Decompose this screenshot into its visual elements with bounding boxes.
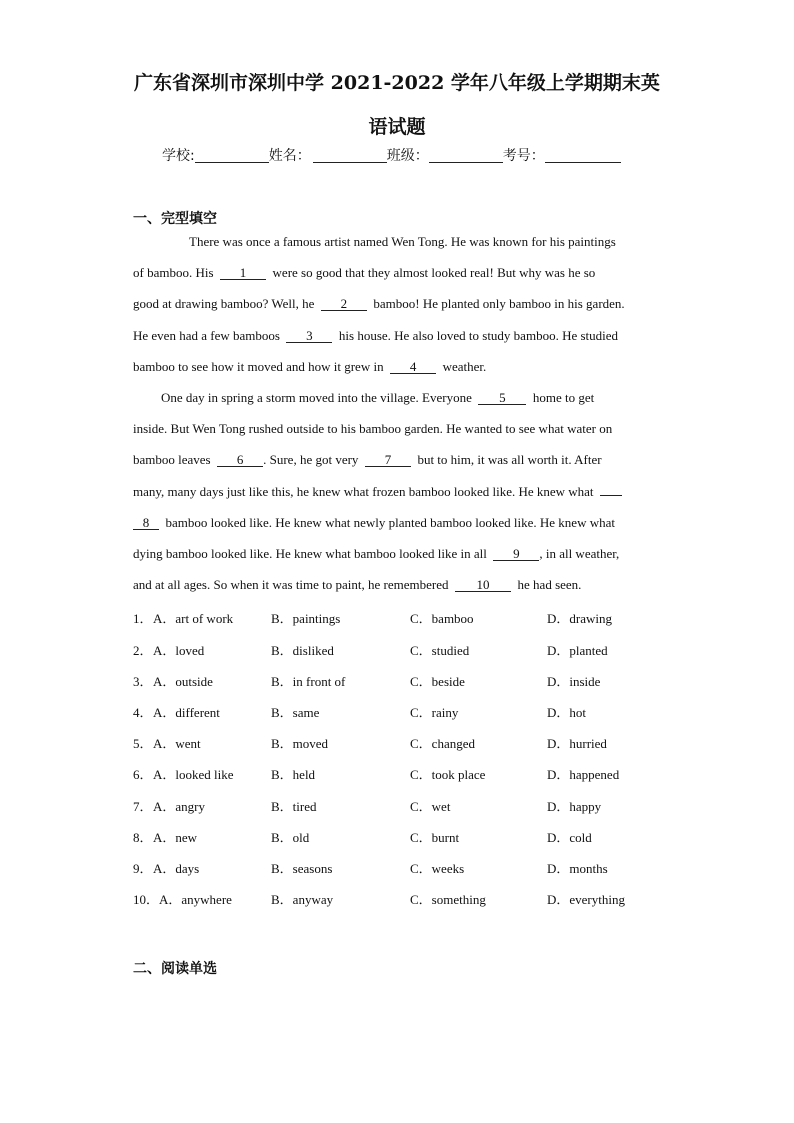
blank-5: 5 bbox=[478, 391, 526, 405]
section-heading-cloze: 一、完型填空 bbox=[133, 211, 217, 227]
option-c[interactable]: C．burnt bbox=[410, 830, 460, 845]
question-number: 2． bbox=[133, 643, 153, 658]
question-options bbox=[133, 608, 693, 626]
option-a[interactable]: A．art of work bbox=[153, 611, 234, 626]
question-number: 10． bbox=[133, 892, 160, 907]
option-c[interactable]: C．changed bbox=[410, 736, 475, 751]
passage-text: good at drawing bamboo? Well, he bbox=[133, 296, 315, 311]
passage-line bbox=[133, 515, 668, 531]
option-b[interactable]: B．moved bbox=[271, 736, 329, 751]
passage-line bbox=[133, 484, 668, 500]
option-b[interactable]: B．in front of bbox=[271, 674, 346, 689]
passage-text: his house. He also loved to study bamboo. He studied bbox=[338, 328, 619, 343]
option-d[interactable]: D．happened bbox=[547, 767, 620, 782]
question-options bbox=[133, 858, 693, 876]
passage-line: There was once a famous artist named Wen Tong. He was known for his paintings bbox=[189, 234, 616, 249]
student-info-row bbox=[162, 145, 621, 165]
option-c[interactable]: C．rainy bbox=[410, 705, 459, 720]
question-number: 8． bbox=[133, 830, 153, 845]
passage-text: home to get bbox=[532, 390, 595, 405]
passage-text: bamboo to see how it moved and how it grew in bbox=[133, 359, 384, 374]
question-options bbox=[133, 764, 693, 782]
blank-4: 4 bbox=[390, 360, 436, 374]
option-a[interactable]: A．loved bbox=[153, 643, 205, 658]
option-c[interactable]: C．weeks bbox=[410, 861, 465, 876]
exam-number-blank[interactable] bbox=[545, 148, 621, 163]
option-a[interactable]: A．looked like bbox=[153, 767, 234, 782]
question-number: 1． bbox=[133, 611, 153, 626]
option-c[interactable]: C．took place bbox=[410, 767, 486, 782]
option-b[interactable]: B．held bbox=[271, 767, 316, 782]
option-a[interactable]: A．outside bbox=[153, 674, 213, 689]
question-number: 3． bbox=[133, 674, 153, 689]
blank-2: 2 bbox=[321, 297, 367, 311]
question-number: 9． bbox=[133, 861, 153, 876]
passage-text: bamboo! He planted only bamboo in his garden. bbox=[373, 296, 625, 311]
question-options bbox=[133, 733, 693, 751]
option-b[interactable]: B．anyway bbox=[271, 892, 334, 907]
passage-line bbox=[133, 546, 668, 562]
blank-7: 7 bbox=[365, 453, 411, 467]
passage-text: of bamboo. His bbox=[133, 265, 214, 280]
passage-text: One day in spring a storm moved into the village. Everyone bbox=[161, 390, 472, 405]
blank-10: 10 bbox=[455, 578, 511, 592]
passage-line bbox=[133, 452, 668, 468]
question-options bbox=[133, 640, 693, 658]
blank-3: 3 bbox=[286, 329, 332, 343]
option-a[interactable]: A．anywhere bbox=[159, 892, 232, 907]
passage-text: bamboo looked like. He knew what newly planted bamboo looked like. He knew what bbox=[165, 515, 615, 530]
option-b[interactable]: B．same bbox=[271, 705, 320, 720]
option-d[interactable]: D．drawing bbox=[547, 611, 612, 626]
option-a[interactable]: A．different bbox=[153, 705, 220, 720]
option-d[interactable]: D．months bbox=[547, 861, 608, 876]
passage-line bbox=[133, 296, 668, 312]
blank-6: 6 bbox=[217, 453, 263, 467]
option-c[interactable]: C．studied bbox=[410, 643, 470, 658]
class-blank[interactable] bbox=[429, 148, 503, 163]
passage-text: many, many days just like this, he knew what frozen bamboo looked like. He knew what bbox=[133, 484, 594, 499]
option-d[interactable]: D．cold bbox=[547, 830, 592, 845]
page-title: 广东省深圳市深圳中学 2021-2022 学年八年级上学期期末英 bbox=[134, 72, 660, 94]
passage-text: , in all weather, bbox=[539, 546, 620, 561]
option-c[interactable]: C．bamboo bbox=[410, 611, 474, 626]
name-label: 姓名： bbox=[268, 148, 311, 164]
option-d[interactable]: D．everything bbox=[547, 892, 625, 907]
question-options bbox=[133, 671, 693, 689]
option-d[interactable]: D．hot bbox=[547, 705, 587, 720]
question-number: 4． bbox=[133, 705, 153, 720]
school-label: 学校: bbox=[162, 148, 195, 164]
passage-text: dying bamboo looked like. He knew what bamboo looked like in all bbox=[133, 546, 487, 561]
option-a[interactable]: A．days bbox=[153, 861, 200, 876]
option-d[interactable]: D．inside bbox=[547, 674, 601, 689]
passage-line: inside. But Wen Tong rushed outside to his bamboo garden. He wanted to see what water on bbox=[133, 421, 613, 436]
page-title-continued: 语试题 bbox=[368, 116, 426, 138]
option-a[interactable]: A．new bbox=[153, 830, 198, 845]
option-a[interactable]: A．angry bbox=[153, 799, 205, 814]
option-b[interactable]: B．tired bbox=[271, 799, 317, 814]
option-c[interactable]: C．wet bbox=[410, 799, 451, 814]
passage-text: . Sure, he got very bbox=[263, 452, 359, 467]
passage-text: he had seen. bbox=[517, 577, 582, 592]
option-d[interactable]: D．planted bbox=[547, 643, 608, 658]
question-number: 5． bbox=[133, 736, 153, 751]
option-c[interactable]: C．something bbox=[410, 892, 486, 907]
option-a[interactable]: A．went bbox=[153, 736, 201, 751]
passage-text: but to him, it was all worth it. After bbox=[417, 452, 602, 467]
option-b[interactable]: B．disliked bbox=[271, 643, 334, 658]
passage-line bbox=[133, 328, 668, 344]
passage-text: were so good that they almost looked real! But why was he so bbox=[272, 265, 596, 280]
option-b[interactable]: B．old bbox=[271, 830, 310, 845]
blank-8: 8 bbox=[133, 516, 159, 530]
question-number: 6． bbox=[133, 767, 153, 782]
option-b[interactable]: B．seasons bbox=[271, 861, 333, 876]
option-d[interactable]: D．happy bbox=[547, 799, 602, 814]
school-blank[interactable] bbox=[195, 148, 269, 163]
passage-line bbox=[133, 577, 668, 593]
option-d[interactable]: D．hurried bbox=[547, 736, 607, 751]
passage-line bbox=[161, 390, 631, 406]
blank-1: 1 bbox=[220, 266, 266, 280]
name-blank[interactable] bbox=[313, 148, 387, 163]
passage-text: bamboo leaves bbox=[133, 452, 211, 467]
question-options bbox=[133, 796, 693, 814]
option-c[interactable]: C．beside bbox=[410, 674, 465, 689]
blank-8-start bbox=[600, 495, 622, 496]
question-options bbox=[133, 702, 693, 720]
blank-9: 9 bbox=[493, 547, 539, 561]
section-heading-reading: 二、阅读单选 bbox=[133, 961, 217, 977]
passage-line bbox=[133, 359, 668, 375]
passage-line bbox=[133, 265, 668, 281]
question-options bbox=[133, 827, 693, 845]
question-options bbox=[133, 889, 693, 907]
question-number: 7． bbox=[133, 799, 153, 814]
option-b[interactable]: B．paintings bbox=[271, 611, 341, 626]
passage-text: weather. bbox=[442, 359, 487, 374]
class-label: 班级： bbox=[386, 148, 429, 164]
passage-text: and at all ages. So when it was time to paint, he remembered bbox=[133, 577, 449, 592]
passage-text: He even had a few bamboos bbox=[133, 328, 280, 343]
exam-number-label: 考号： bbox=[502, 148, 545, 164]
